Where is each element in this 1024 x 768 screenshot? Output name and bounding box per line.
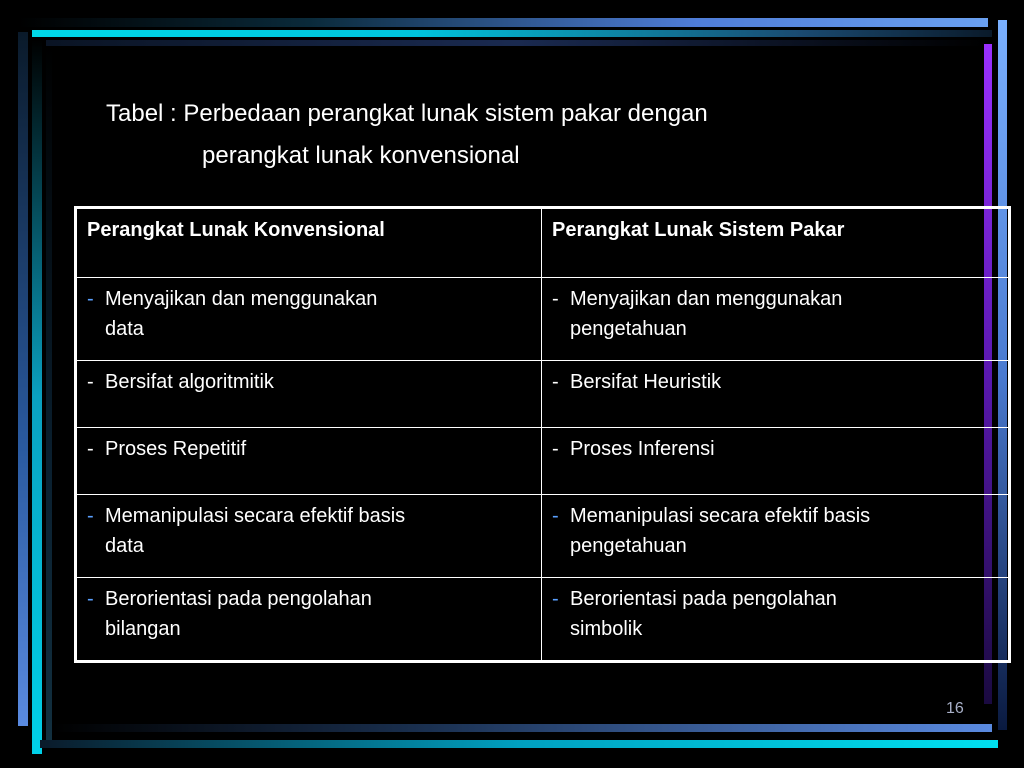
bullet-dash: - bbox=[552, 371, 559, 393]
cell-text: Proses Repetitif bbox=[105, 438, 247, 460]
cell-text: Berorientasi pada pengolahan bilangan bbox=[105, 588, 372, 640]
cell-text: Bersifat algoritmitik bbox=[105, 371, 274, 393]
header-conventional: Perangkat Lunak Konvensional bbox=[76, 208, 542, 278]
cell-text: Berorientasi pada pengolahan simbolik bbox=[570, 588, 837, 640]
cell-expert-system bbox=[542, 578, 1010, 662]
cell-expert-system bbox=[542, 495, 1010, 578]
cell-expert-system bbox=[542, 278, 1010, 361]
cell-text: Memanipulasi secara efektif basis data bbox=[105, 505, 406, 557]
header-expert-system: Perangkat Lunak Sistem Pakar bbox=[542, 208, 1010, 278]
bottom-decor-bar-cyan bbox=[40, 740, 998, 748]
bullet-dash: - bbox=[552, 588, 559, 610]
table-row bbox=[76, 278, 1010, 361]
cell-conventional bbox=[76, 578, 542, 662]
top-decor-bar-inner bbox=[46, 40, 986, 46]
bullet-dash: - bbox=[87, 505, 94, 527]
comparison-table bbox=[74, 206, 1011, 663]
table-row bbox=[76, 578, 1010, 662]
bottom-decor-bar-blue bbox=[52, 724, 992, 732]
left-decor-bar-cyan bbox=[32, 40, 42, 754]
bullet-dash: - bbox=[87, 438, 94, 460]
table-row bbox=[76, 495, 1010, 578]
top-decor-bar-outer bbox=[18, 18, 988, 27]
cell-expert-system bbox=[542, 428, 1010, 495]
table-row bbox=[76, 361, 1010, 428]
cell-expert-system bbox=[542, 361, 1010, 428]
bullet-dash: - bbox=[87, 371, 94, 393]
left-decor-bar-inner bbox=[46, 46, 52, 746]
cell-conventional bbox=[76, 361, 542, 428]
left-decor-bar-outer bbox=[18, 32, 28, 726]
slide-title-line-1: Tabel : Perbedaan perangkat lunak sistem pakar dengan bbox=[106, 100, 708, 127]
cell-text: Menyajikan dan menggunakan data bbox=[105, 288, 378, 340]
bullet-dash: - bbox=[552, 505, 559, 527]
cell-conventional bbox=[76, 278, 542, 361]
bullet-dash: - bbox=[87, 588, 94, 610]
cell-text: Bersifat Heuristik bbox=[570, 371, 722, 393]
bullet-dash: - bbox=[552, 288, 559, 310]
top-decor-bar-cyan bbox=[32, 30, 992, 37]
bullet-dash: - bbox=[87, 288, 94, 310]
cell-text: Memanipulasi secara efektif basis pengetahuan bbox=[570, 505, 871, 557]
page-number: 16 bbox=[946, 700, 964, 717]
slide-title-line-2: perangkat lunak konvensional bbox=[202, 142, 520, 169]
table-header-row bbox=[76, 208, 1010, 278]
cell-text: Menyajikan dan menggunakan pengetahuan bbox=[570, 288, 843, 340]
table-row bbox=[76, 428, 1010, 495]
cell-text: Proses Inferensi bbox=[570, 438, 715, 460]
bullet-dash: - bbox=[552, 438, 559, 460]
cell-conventional bbox=[76, 495, 542, 578]
cell-conventional bbox=[76, 428, 542, 495]
